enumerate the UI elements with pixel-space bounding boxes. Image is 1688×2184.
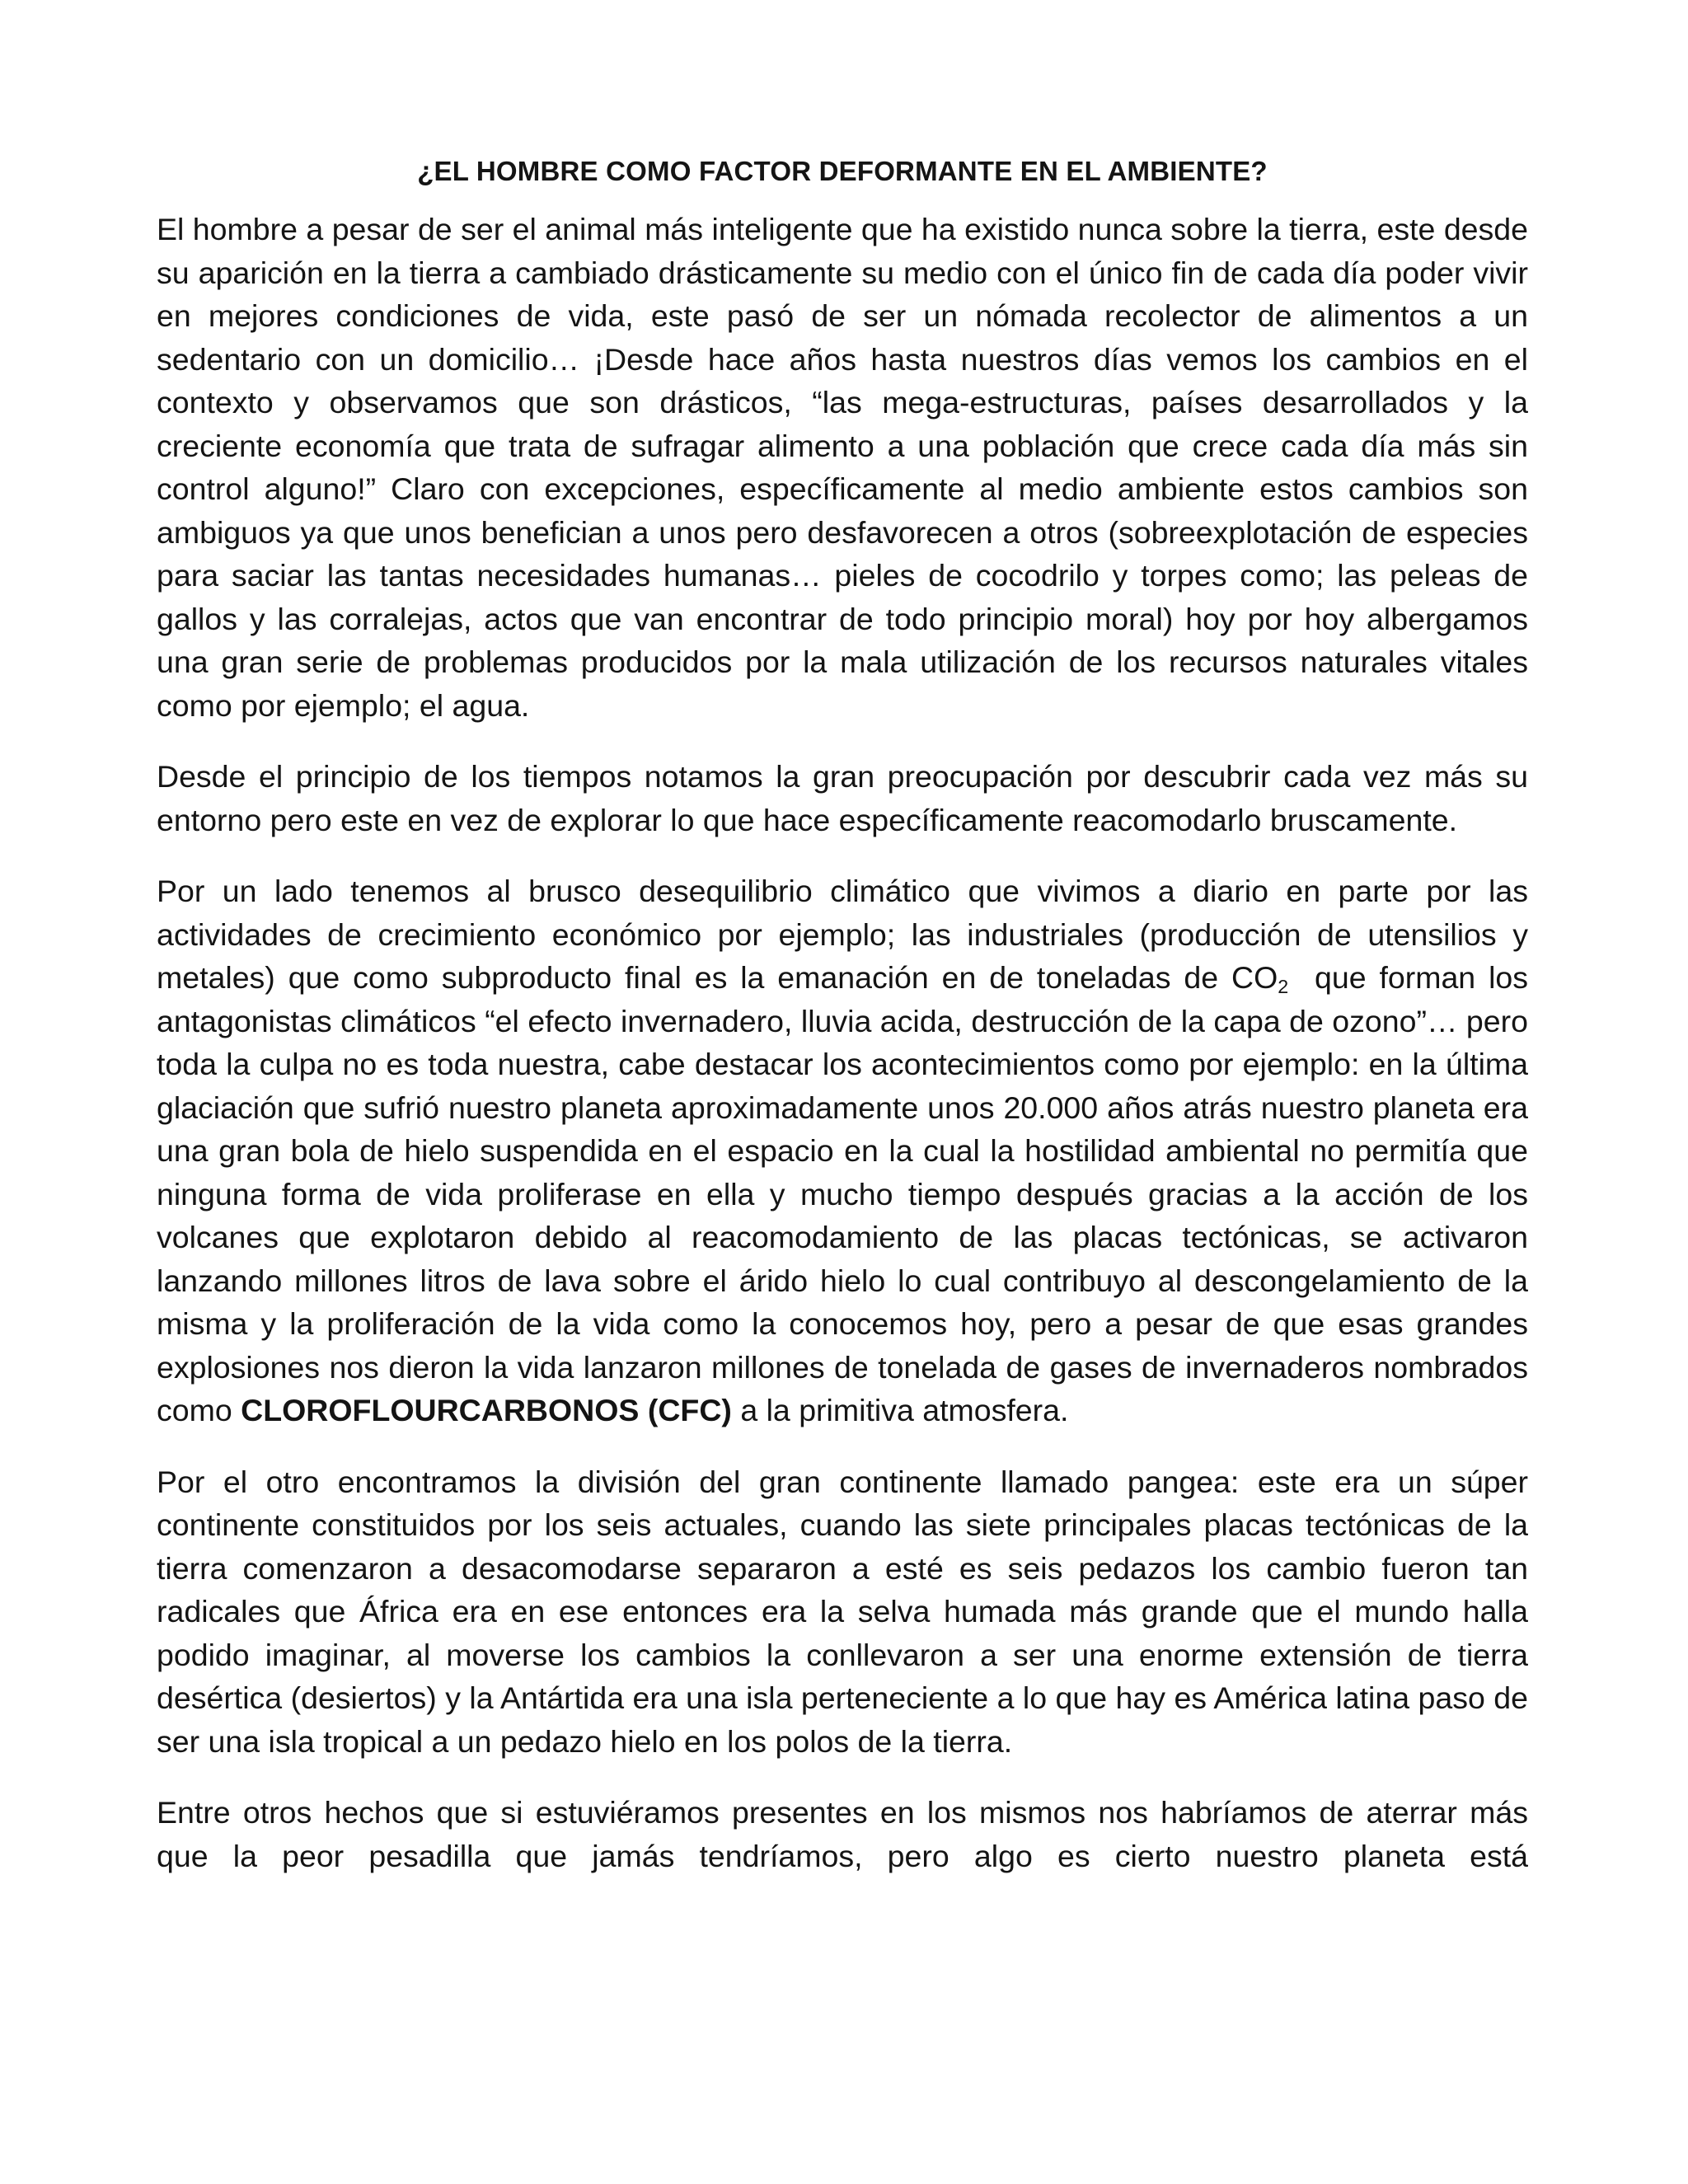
paragraph-2: Desde el principio de los tiempos notamos la gran preocupación por descubrir cada vez más su entorno pero este en vez de explorar lo que hace específicamente reacomodarlo bruscamente. <box>157 759 1528 837</box>
paragraph-5: Entre otros hechos que si estuviéramos presentes en los mismos nos habríamos de aterrar más que la peor pesadilla que jamás tendríamos, pero algo es cierto nuestro planeta está <box>157 1795 1528 1873</box>
co2-subscript: 2 <box>1278 975 1289 997</box>
document-body <box>157 153 1537 1905</box>
paragraph-3 <box>157 869 1537 1432</box>
paragraph-3-part-b: que forman los antagonistas climáticos “el efecto invernadero, lluvia acida, destrucción de la capa de ozono”… pero toda la culpa no es toda nuestra, cabe destacar los acontecimientos como por ejemplo: en la última glaciación que sufrió nuestro planeta aproximadamente unos 20.000 años atrás nuestro planeta era una gran bola de hielo suspendida en el espacio en la cual la hostilidad ambiental no permitía que ninguna forma de vida proliferase en ella y mucho tiempo después gracias a la acción de los volcanes que explotaron debido al reacomodamiento de las placas tectónicas, se activaron lanzando millones litros de lava sobre el árido hielo lo cual contribuyo al descongelamiento de la misma y la proliferación de la vida como la conocemos hoy, pero a pesar de que esas grandes explosiones nos dieron la vida lanzaron millones de tonelada de gases de invernaderos nombrados como <box>157 960 1537 1427</box>
paragraph-4: Por el otro encontramos la división del gran continente llamado pangea: este era un súper continente constituidos por los seis actuales, cuando las siete principales placas tectónicas de la tierra comenzaron a desacomodarse separaron a esté es seis pedazos los cambio fueron tan radicales que África era en ese entonces era la selva humada más grande que el mundo halla podido imaginar, al moverse los cambios la conllevaron a ser una enorme extensión de tierra desértica (desiertos) y la Antártida era una isla perteneciente a lo que hay es América latina paso de ser una isla tropical a un pedazo hielo en los polos de la tierra. <box>157 1464 1528 1759</box>
paragraph-3-part-c: a la primitiva atmosfera. <box>731 1393 1069 1427</box>
cfc-bold-term: CLOROFLOURCARBONOS (CFC) <box>241 1393 732 1427</box>
document-title: ¿EL HOMBRE COMO FACTOR DEFORMANTE EN EL AMBIENTE? <box>417 156 1268 186</box>
paragraph-3-part-a: Por un lado tenemos al brusco desequilibrio climático que vivimos a diario en parte por las actividades de crecimiento económico por ejemplo; las industriales (producción de utensilios y metales) que como subproducto final es la emanación en de toneladas de CO <box>157 874 1528 995</box>
paragraph-1: El hombre a pesar de ser el animal más inteligente que ha existido nunca sobre la tierra, este desde su aparición en la tierra a cambiado drásticamente su medio con el único fin de cada día poder vivir en mejores condiciones de vida, este pasó de ser un nómada recolector de alimentos a un sedentario con un domicilio… ¡Desde hace años hasta nuestros días vemos los cambios en el contexto y observamos que son drásticos, “las mega-estructuras, países desarrollados y la creciente economía que trata de sufragar alimento a una población que crece cada día más sin control alguno!” Claro con excepciones, específicamente al medio ambiente estos cambios son ambiguos ya que unos benefician a unos pero desfavorecen a otros (sobreexplotación de especies para saciar las tantas necesidades humanas… pieles de cocodrilo y torpes como; las peleas de gallos y las corralejas, actos que van encontrar de todo principio moral) hoy por hoy albergamos una gran serie de problemas producidos por la mala utilización de los recursos naturales vitales como por ejemplo; el agua. <box>157 212 1528 723</box>
